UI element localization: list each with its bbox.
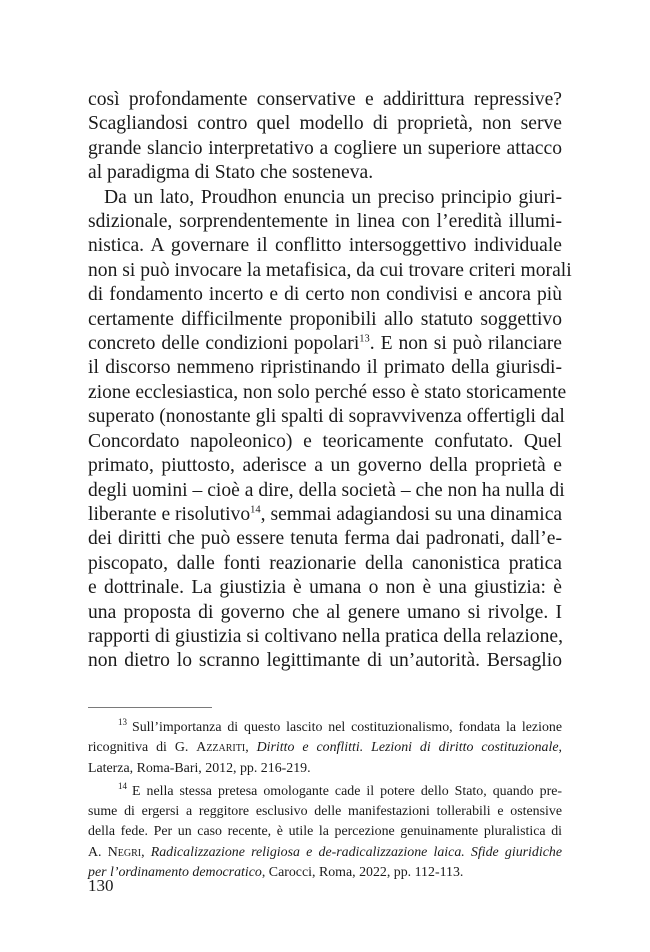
- text-line: così profondamente conservative e addirittura repressive?: [88, 89, 562, 110]
- footnote-line: [88, 718, 562, 738]
- text-line: Da un lato, Proudhon enuncia un preciso principio giuri-: [104, 186, 562, 208]
- text-line: rapporti di giustizia si coltivano nella pratica della relazione,: [88, 625, 563, 647]
- text-segment: ,: [245, 740, 257, 756]
- text-segment: E nella stessa pretesa omologante cade il potere dello Stato, quando pre-: [132, 783, 562, 799]
- text-line: zione ecclesiastica, non solo perché esso è stato storicamente: [88, 381, 567, 403]
- work-title: Diritto e conflitti. Lezioni di diritto costituzionale: [256, 740, 559, 756]
- text-line: dei diritti che può essere tenuta ferma dai padronati, dall’e-: [88, 528, 562, 550]
- author-name: Negri: [107, 844, 142, 860]
- text-line: non dietro lo scranno legittimante di un’autorità. Bersaglio: [88, 650, 562, 672]
- text-segment: liberante e risolutivo: [88, 503, 251, 525]
- text-line: degli uomini – cioè a dire, della società – che non ha nulla di: [88, 479, 565, 501]
- text-line: piscopato, dalle fonti reazionarie della canonistica pratica: [88, 552, 562, 574]
- footnote-line: Laterza, Roma-Bari, 2012, pp. 216-219.: [88, 760, 311, 776]
- footnote-13: [88, 718, 562, 779]
- footnote-number: 13: [118, 717, 127, 728]
- text-segment: , Carocci, Roma, 2022, pp. 112-113.: [261, 865, 464, 881]
- text-segment: ,: [558, 740, 562, 756]
- text-segment: ,: [141, 844, 151, 860]
- text-line: una proposta di governo che al genere umano si rivolge. I: [88, 601, 562, 623]
- footnotes: [88, 718, 562, 883]
- footnote-ref-13: 13: [359, 333, 370, 345]
- text-segment: , semmai adagiandosi su una dinamica: [260, 503, 563, 525]
- page-number: 130: [88, 876, 114, 895]
- text-segment: Sull’importanza di questo lascito nel costituzionalismo, fondata la lezione: [132, 720, 562, 735]
- text-line: Concordato napoleonico) e teoricamente confutato. Quel: [88, 430, 562, 452]
- text-line: superato (nonostante gli spalti di sopravvivenza offertigli dal: [88, 406, 565, 428]
- text-line: [88, 503, 562, 527]
- footnote-line: [88, 782, 562, 802]
- text-line: Scagliandosi contro quel modello di proprietà, non serve: [88, 113, 562, 135]
- text-line: nistica. A governare il conflitto intersoggettivo individuale: [88, 235, 562, 257]
- footnote-number: 14: [118, 781, 127, 792]
- text-line: primato, piuttosto, aderisce a un governo della proprietà e: [88, 455, 562, 477]
- text-segment: ricognitiva di G.: [88, 740, 197, 756]
- main-text: [88, 88, 572, 674]
- work-title: Radicalizzazione religiosa e de-radicalizzazione laica. Sfide giuridiche: [150, 844, 562, 860]
- footnote-line: [88, 843, 562, 863]
- author-name: Azzariti: [196, 740, 246, 756]
- text-line: il discorso nemmeno ripristinando il primato della giurisdi-: [88, 357, 562, 379]
- text-line: al paradigma di Stato che sosteneva.: [88, 162, 374, 184]
- footnote-ref-14: 14: [250, 504, 261, 516]
- text-line: sdizionale, sorprendentemente in linea con l’eredità illumi-: [88, 211, 562, 233]
- footnote-line: sume di ergersi a reggitore esclusivo delle manifestazioni tollerabili e ostensive: [88, 804, 562, 820]
- text-segment: . E non si può rilanciare: [369, 333, 562, 355]
- footnote-line: della fede. Per un caso recente, è utile la percezione genuinamente pluralistica di: [88, 824, 562, 840]
- text-line: [88, 332, 562, 356]
- text-segment: A.: [88, 844, 108, 860]
- footnote-14: [88, 782, 562, 883]
- footnote-line: [88, 863, 562, 883]
- work-title: per l’ordinamento democratico: [88, 865, 262, 881]
- text-line: e dottrinale. La giustizia è umana o non è una giustizia: è: [88, 577, 562, 599]
- text-line: non si può invocare la metafisica, da cui trovare criteri morali: [88, 259, 572, 281]
- text-segment: concreto delle condizioni popolari: [88, 333, 360, 355]
- text-line: di fondamento incerto e di certo non condivisi e ancora più: [88, 284, 562, 306]
- footnote-line: [88, 738, 562, 758]
- footnote-separator: [88, 707, 212, 708]
- text-line: certamente difficilmente proponibili allo statuto soggettivo: [88, 308, 562, 330]
- text-line: grande slancio interpretativo a cogliere un superiore attacco: [88, 137, 562, 159]
